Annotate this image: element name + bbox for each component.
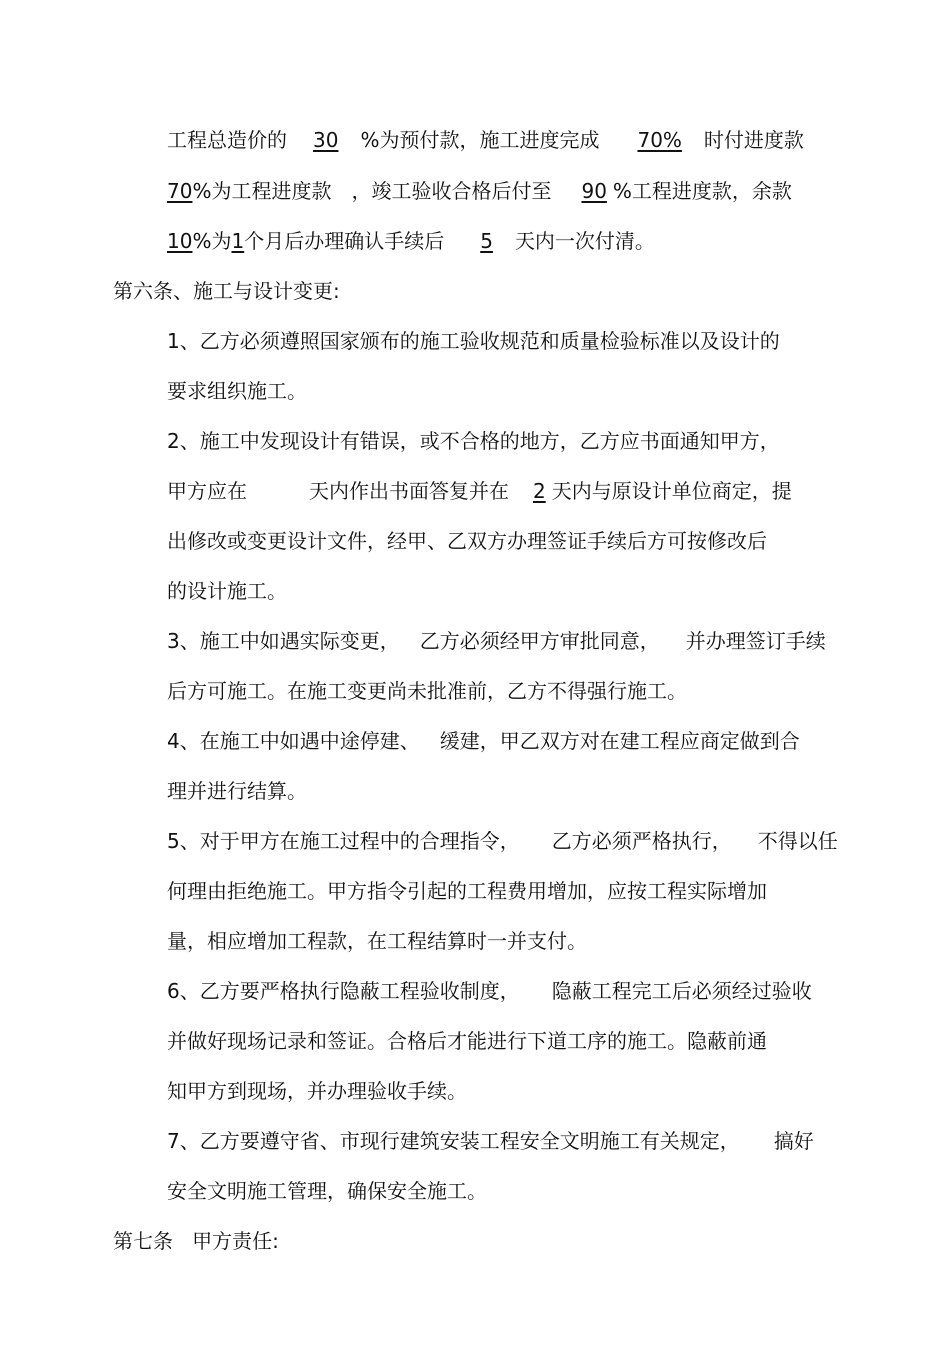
clause-4-line-2: 理并进行结算。 — [167, 779, 307, 803]
clause-4-line-1: 4、在施工中如遇中途停建、 缓建，甲乙双方对在建工程应商定做到合 — [167, 729, 800, 753]
article7-heading: 第七条 甲方责任: — [113, 1229, 279, 1253]
completion-pct-field: 90 — [581, 179, 607, 203]
clause-7-line-1: 7、乙方要遵守省、市现行建筑安装工程安全文明施工有关规定， 搞好 — [167, 1129, 814, 1153]
advance-pct-field: 30 — [313, 128, 339, 152]
payment-line-3: 10%为1个月后办理确认手续后 5 天内一次付清。 — [167, 229, 655, 253]
clause-5-line-3: 量，相应增加工程款，在工程结算时一并支付。 — [167, 929, 587, 953]
clause-1-line-1: 1、乙方必须遵照国家颁布的施工验收规范和质量检验标准以及设计的 — [167, 329, 780, 353]
clause-7-line-2: 安全文明施工管理，确保安全施工。 — [167, 1179, 487, 1203]
progress-pct-field: 70 — [167, 179, 193, 203]
settle-days-field: 5 — [480, 229, 493, 253]
clause-3-line-1: 3、施工中如遇实际变更， 乙方必须经甲方审批同意， 并办理签订手续 — [167, 629, 826, 653]
clause-2-line-2: 甲方应在 天内作出书面答复并在 2 天内与原设计单位商定，提 — [167, 479, 792, 503]
clause-2-line-4: 的设计施工。 — [167, 579, 287, 603]
clause-6-line-3: 知甲方到现场，并办理验收手续。 — [167, 1079, 467, 1103]
consult-days-field: 2 — [533, 479, 546, 503]
clause-5-line-2: 何理由拒绝施工。甲方指令引起的工程费用增加，应按工程实际增加 — [167, 879, 767, 903]
article6-heading: 第六条、施工与设计变更: — [113, 279, 340, 303]
clause-6-line-2: 并做好现场记录和签证。合格后才能进行下道工序的施工。隐蔽前通 — [167, 1029, 767, 1053]
clause-2-line-3: 出修改或变更设计文件，经甲、乙双方办理签证手续后方可按修改后 — [167, 529, 767, 553]
payment-line-2: 70%为工程进度款 ，竣工验收合格后付至 90 %工程进度款，余款 — [167, 179, 792, 203]
progress-milestone-field: 70% — [637, 128, 682, 152]
retention-pct-field: 10 — [167, 229, 193, 253]
payment-line-1: 工程总造价的 30 %为预付款，施工进度完成 70% 时付进度款 — [167, 128, 804, 152]
clause-2-line-1: 2、施工中发现设计有错误，或不合格的地方，乙方应书面通知甲方， — [167, 429, 780, 453]
clause-1-line-2: 要求组织施工。 — [167, 379, 307, 403]
retention-months-field: 1 — [231, 229, 245, 253]
clause-6-line-1: 6、乙方要严格执行隐蔽工程验收制度， 隐蔽工程完工后必须经过验收 — [167, 979, 812, 1003]
clause-3-line-2: 后方可施工。在施工变更尚未批准前，乙方不得强行施工。 — [167, 679, 687, 703]
clause-5-line-1: 5、对于甲方在施工过程中的合理指令， 乙方必须严格执行， 不得以任 — [167, 829, 838, 853]
